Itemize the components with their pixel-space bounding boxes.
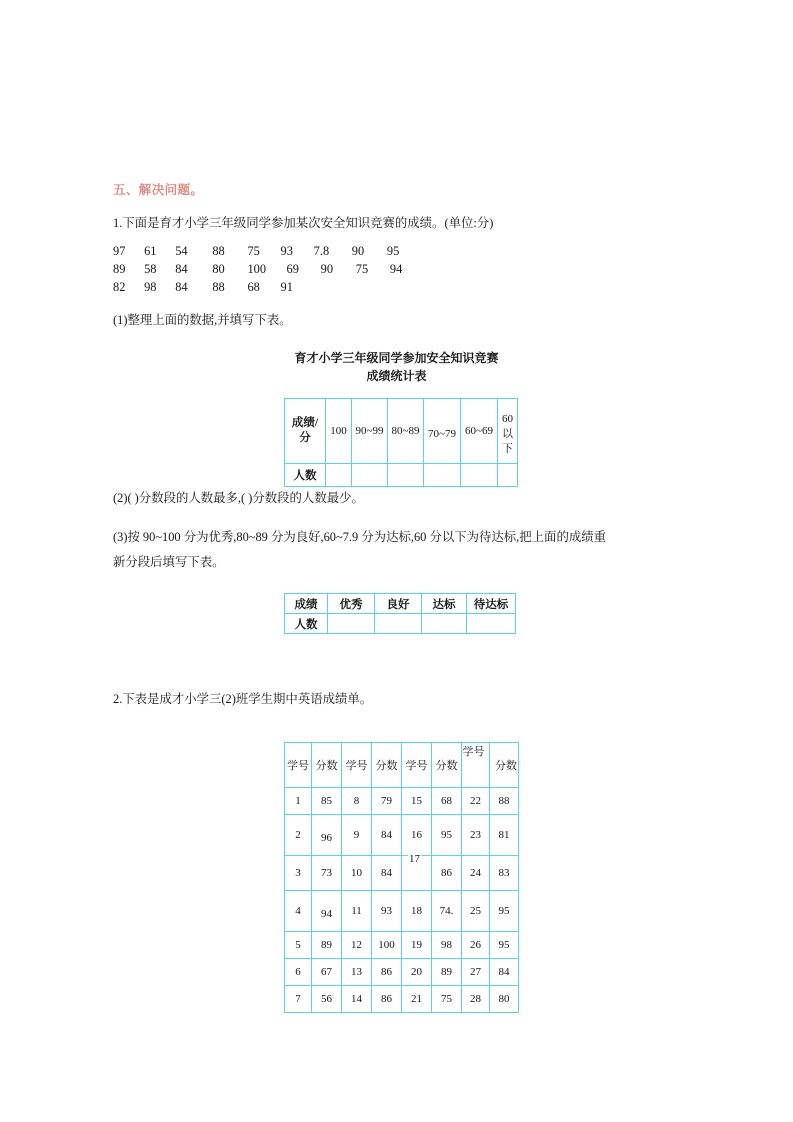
grade-header: 良好 — [375, 594, 422, 614]
cell-score: 95 — [490, 932, 519, 959]
grade-count-cell[interactable] — [328, 614, 375, 634]
score-value: 58 — [144, 262, 157, 276]
column-header-id: 学号 — [285, 743, 312, 788]
cell-score: 83 — [490, 856, 519, 891]
score-value: 68 — [247, 280, 260, 294]
cell-student-id: 8 — [342, 788, 372, 815]
column-header-score — [490, 743, 519, 788]
column-header-id-label: 学号 — [462, 743, 486, 759]
score-value: 84 — [175, 280, 188, 294]
cell-student-id: 5 — [285, 932, 312, 959]
band-header-line1: 60 — [502, 412, 513, 425]
score-value: 84 — [175, 262, 188, 276]
column-header-score: 分数 — [432, 743, 462, 788]
cell-student-id: 27 — [462, 959, 490, 986]
grade-header: 待达标 — [467, 594, 516, 614]
stats-count-cell[interactable] — [498, 464, 518, 487]
cell-student-id: 28 — [462, 986, 490, 1013]
score-value: 91 — [280, 280, 293, 294]
cell-score: 86 — [372, 986, 402, 1013]
grade-header: 成绩 — [285, 594, 328, 614]
cell-student-id-label: 17 — [409, 853, 420, 865]
cell-student-id: 21 — [402, 986, 432, 1013]
band-header: 60~69 — [461, 399, 498, 464]
score-value: 61 — [144, 244, 157, 258]
band-header: 80~89 — [388, 399, 424, 464]
cell-score: 81 — [490, 815, 519, 856]
table-row — [285, 986, 519, 1013]
score-value: 75 — [355, 262, 369, 276]
cell-student-id: 25 — [462, 891, 490, 932]
table-header-row — [285, 743, 519, 788]
column-header-id: 学号 — [402, 743, 432, 788]
score-value: 88 — [212, 244, 225, 258]
problem2-prompt: 2.下表是成才小学三(2)班学生期中英语成绩单。 — [113, 692, 373, 706]
grade-header: 达标 — [422, 594, 467, 614]
cell-score: 74. — [432, 891, 462, 932]
cell-score: 67 — [312, 959, 342, 986]
cell-score: 88 — [490, 788, 519, 815]
score-value: 94 — [389, 262, 403, 276]
stats-count-cell[interactable] — [352, 464, 388, 487]
stats-table-title-line2: 成绩统计表 — [366, 369, 427, 383]
score-value: 97 — [113, 244, 126, 258]
stats-count-cell[interactable] — [461, 464, 498, 487]
score-value: 90 — [320, 262, 334, 276]
stats-table-title-line1: 育才小学三年级同学参加安全知识竞赛 — [294, 351, 499, 365]
cell-score: 100 — [372, 932, 402, 959]
grade-count-label: 人数 — [285, 614, 328, 634]
cell-student-id: 15 — [402, 788, 432, 815]
cell-score: 85 — [312, 788, 342, 815]
stats-count-cell[interactable] — [326, 464, 352, 487]
cell-student-id: 19 — [402, 932, 432, 959]
cell-score: 95 — [490, 891, 519, 932]
table-row — [285, 464, 518, 487]
column-header-score: 分数 — [372, 743, 402, 788]
column-header-score-label: 分数 — [495, 760, 517, 772]
score-value: 75 — [247, 244, 260, 258]
band-header: 100 — [326, 399, 352, 464]
score-value: 90 — [351, 244, 365, 258]
cell-score: 98 — [432, 932, 462, 959]
score-value: 100 — [247, 262, 267, 276]
cell-student-id: 1 — [285, 788, 312, 815]
table-row — [285, 959, 519, 986]
grade-count-cell[interactable] — [422, 614, 467, 634]
cell-score: 94 — [312, 891, 342, 932]
band-header: 70~79 — [424, 399, 461, 464]
cell-score: 86 — [372, 959, 402, 986]
score-value: 54 — [175, 244, 188, 258]
cell-student-id: 11 — [342, 891, 372, 932]
stats-count-cell[interactable] — [388, 464, 424, 487]
problem1-sub3-line2: 新分段后填写下表。 — [113, 555, 225, 569]
grade-header: 优秀 — [328, 594, 375, 614]
table-row — [285, 856, 519, 891]
score-row — [113, 262, 402, 277]
cell-student-id: 18 — [402, 891, 432, 932]
score-value: 89 — [113, 262, 126, 276]
cell-student-id: 6 — [285, 959, 312, 986]
cell-student-id: 22 — [462, 788, 490, 815]
problem1-sub1: (1)整理上面的数据,并填写下表。 — [113, 313, 292, 327]
table-row — [285, 815, 519, 856]
score-value: 95 — [386, 244, 400, 258]
score-row — [113, 244, 399, 259]
table-row — [285, 594, 516, 614]
cell-score: 96 — [312, 815, 342, 856]
score-value: 82 — [113, 280, 126, 294]
column-header-id — [462, 743, 490, 788]
score-value: 7.8 — [313, 244, 330, 258]
stats-row-label-line2: 分 — [299, 432, 311, 444]
problem1-sub2: (2)( )分数段的人数最多,( )分数段的人数最少。 — [113, 491, 364, 505]
cell-student-id: 10 — [342, 856, 372, 891]
cell-student-id: 24 — [462, 856, 490, 891]
cell-student-id: 9 — [342, 815, 372, 856]
stats-count-cell[interactable] — [424, 464, 461, 487]
cell-student-id: 13 — [342, 959, 372, 986]
cell-student-id: 4 — [285, 891, 312, 932]
cell-score: 84 — [372, 815, 402, 856]
grade-count-cell[interactable] — [467, 614, 516, 634]
band-header: 90~99 — [352, 399, 388, 464]
score-value: 93 — [280, 244, 293, 258]
band-header-stacked — [498, 399, 518, 464]
band-header-line3: 下 — [502, 442, 513, 455]
table-row — [285, 399, 518, 464]
stats-row-label — [285, 399, 326, 464]
cell-student-id: 16 — [402, 815, 432, 856]
cell-student-id: 2 — [285, 815, 312, 856]
cell-student-id: 12 — [342, 932, 372, 959]
cell-student-id: 26 — [462, 932, 490, 959]
cell-score: 86 — [432, 856, 462, 891]
grade-table — [284, 593, 516, 634]
stats-row-label-line1: 成绩/ — [291, 417, 319, 429]
cell-score: 80 — [490, 986, 519, 1013]
cell-score: 75 — [432, 986, 462, 1013]
band-header-line2: 以 — [502, 427, 513, 440]
cell-score: 79 — [372, 788, 402, 815]
cell-student-id: 14 — [342, 986, 372, 1013]
cell-score: 84 — [490, 959, 519, 986]
cell-student-id: 23 — [462, 815, 490, 856]
cell-score: 89 — [312, 932, 342, 959]
cell-score: 73 — [312, 856, 342, 891]
score-value: 98 — [144, 280, 157, 294]
table-row — [285, 614, 516, 634]
column-header-score: 分数 — [312, 743, 342, 788]
column-header-id: 学号 — [342, 743, 372, 788]
table-row — [285, 891, 519, 932]
cell-score: 68 — [432, 788, 462, 815]
cell-score: 95 — [432, 815, 462, 856]
cell-student-id: 20 — [402, 959, 432, 986]
score-value: 69 — [286, 262, 299, 276]
scores-table — [284, 742, 519, 1013]
score-row — [113, 280, 293, 295]
stats-table — [284, 398, 518, 487]
table-row — [285, 788, 519, 815]
table-row — [285, 932, 519, 959]
problem1-prompt: 1.下面是育才小学三年级同学参加某次安全知识竞赛的成绩。(单位:分) — [113, 216, 494, 230]
cell-score: 56 — [312, 986, 342, 1013]
grade-count-cell[interactable] — [375, 614, 422, 634]
cell-student-id — [402, 853, 432, 891]
section-heading: 五、解决问题。 — [113, 183, 204, 197]
score-value: 80 — [212, 262, 225, 276]
cell-score: 89 — [432, 959, 462, 986]
problem1-sub3-line1: (3)按 90~100 分为优秀,80~89 分为良好,60~7.9 分为达标,60 分以下为待达标,把上面的成绩重 — [113, 530, 607, 544]
stats-count-label: 人数 — [285, 464, 326, 487]
cell-student-id: 7 — [285, 986, 312, 1013]
cell-score: 93 — [372, 891, 402, 932]
cell-score: 84 — [372, 856, 402, 891]
score-value: 88 — [212, 280, 225, 294]
cell-student-id: 3 — [285, 856, 312, 891]
